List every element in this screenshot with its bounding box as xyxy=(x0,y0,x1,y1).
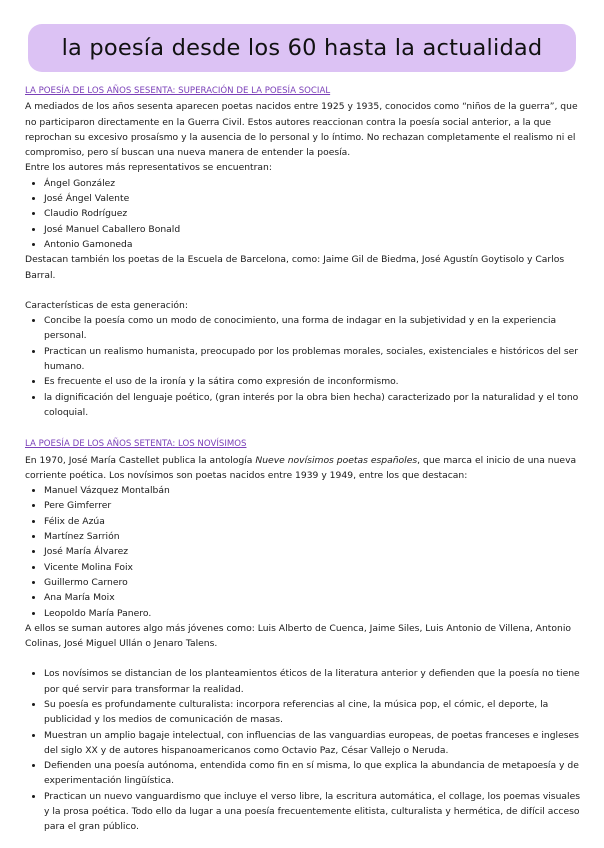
list-item: • Practican un nuevo vanguardismo que incluye el verso libre, la escritura automática, el collage, los poemas visuales y la prosa poética. Todo ello da lugar a una poesía frecuentemente elitista, culturalista y hermética, de difícil acceso para el gran público. xyxy=(44,789,581,835)
list-item: • Pere Gimferrer xyxy=(44,498,581,513)
section-heading-sixties: LA POESÍA DE LOS AÑOS SESENTA: SUPERACIÓN DE LA POESÍA SOCIAL xyxy=(25,86,331,96)
sixties-intro: A mediados de los años sesenta aparecen poetas nacidos entre 1925 y 1935, conocidos como “niños de la guerra”, que no participaron directamente en la Guerra Civil. Estos autores reaccionan contra la poesía social anterior, a la que reprochan su excesivo prosaísmo y la ausencia de lo personal y lo íntimo. No rechazan completamente el realismo ni el compromiso, pero sí buscan una nueva manera de entender la poesía. xyxy=(25,101,578,159)
list-item: • Félix de Azúa xyxy=(44,514,581,529)
seventies-intro-a: En 1970, José María Castellet publica la antología xyxy=(25,454,256,466)
sixties-authors-lead: Entre los autores más representativos se encuentran: xyxy=(25,162,272,174)
list-item: • Claudio Rodríguez xyxy=(44,206,581,221)
list-item: • José María Álvarez xyxy=(44,544,581,559)
list-item: • Vicente Molina Foix xyxy=(44,560,581,575)
list-item: • la dignificación del lenguaje poético, (gran interés por la obra bien hecha) caracterizado por la naturalidad y el tono coloquial. xyxy=(44,390,581,421)
list-item: • Antonio Gamoneda xyxy=(44,237,581,252)
list-item: • Es frecuente el uso de la ironía y la sátira como expresión de inconformismo. xyxy=(44,374,581,389)
list-item: • Practican un realismo humanista, preocupado por los problemas morales, sociales, existenciales e históricos del ser humano. xyxy=(44,344,581,375)
anthology-title: Nueve novísimos poetas españoles xyxy=(255,454,418,466)
seventies-also: A ellos se suman autores algo más jóvenes como: Luis Alberto de Cuenca, Jaime Siles, Luis Antonio de Villena, Antonio Colinas, José Miguel Ullán o Jenaro Talens. xyxy=(25,622,572,650)
list-item: • José Ángel Valente xyxy=(44,191,581,206)
list-item: • Manuel Vázquez Montalbán xyxy=(44,483,581,498)
list-item: • Defienden una poesía autónoma, entendida como fin en sí misma, lo que explica la abundancia de metapoesía y de experimentación lingüística. xyxy=(44,758,581,789)
document-body xyxy=(25,84,581,835)
list-item: • Guillermo Carnero xyxy=(44,575,581,590)
sixties-also: Destacan también los poetas de la Escuela de Barcelona, como: Jaime Gil de Biedma, José Agustín Goytisolo y Carlos Barral. xyxy=(25,254,565,281)
sixties-features-list xyxy=(25,313,581,420)
list-item: • Ana María Moix xyxy=(44,590,581,605)
list-item: • Los novísimos se distancian de los planteamientos éticos de la literatura anterior y defienden que la poesía no tiene por qué servir para transformar la realidad. xyxy=(44,666,581,697)
section-heading-seventies: LA POESÍA DE LOS AÑOS SETENTA: LOS NOVÍSIMOS xyxy=(25,439,247,450)
list-item: • Muestran un amplio bagaje intelectual, con influencias de las vanguardias europeas, de poetas franceses e ingleses del siglo XX y de autores hispanoamericanos como Octavio Paz, César Vallejo o Neruda. xyxy=(44,728,581,759)
list-item: • Martínez Sarrión xyxy=(44,529,581,544)
sixties-features-lead: Características de esta generación: xyxy=(25,299,188,311)
list-item: • Ángel González xyxy=(44,176,581,191)
list-item: • Su poesía es profundamente culturalista: incorpora referencias al cine, la música pop, el cómic, el deporte, la publicidad y los medios de comunicación de masas. xyxy=(44,697,581,728)
title-banner xyxy=(28,24,576,72)
page-title: la poesía desde los 60 hasta la actualidad xyxy=(61,35,543,61)
seventies-features-list xyxy=(25,666,581,834)
seventies-authors-list xyxy=(25,483,581,621)
seventies-intro xyxy=(25,453,581,484)
seventies-intro-b: , que marca el inicio de una nueva corriente poética. Los novísimos son poetas nacidos entre 1939 y 1949, entre los que destacan: xyxy=(25,454,577,481)
sixties-authors-list xyxy=(25,176,581,252)
list-item: • Leopoldo María Panero. xyxy=(44,606,581,621)
list-item: • José Manuel Caballero Bonald xyxy=(44,222,581,237)
list-item: • Concibe la poesía como un modo de conocimiento, una forma de indagar en la subjetividad y en la experiencia personal. xyxy=(44,313,581,344)
